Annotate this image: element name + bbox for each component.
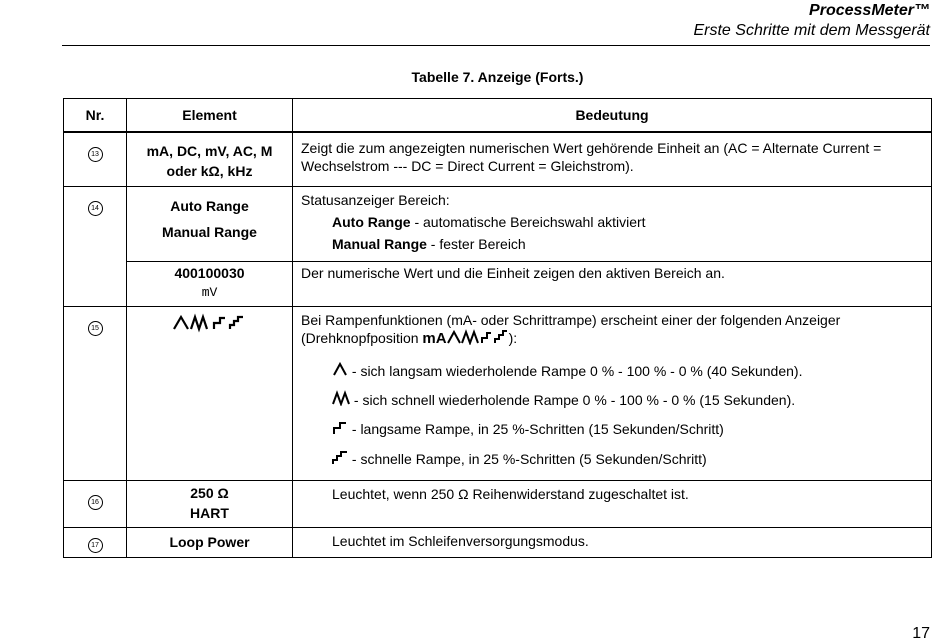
item-number: 14 [88, 201, 103, 216]
table-caption: Tabelle 7. Anzeige (Forts.) [411, 69, 584, 85]
ramp-symbols-inline-icon [447, 329, 509, 349]
table-row [64, 186, 932, 261]
element-label: Auto Range [170, 197, 249, 214]
meaning-text: Bei Rampenfunktionen (mA- oder Schrittrampe) erscheint einer der folgenden Anzeiger (Drehknopfposition mA ): [301, 311, 923, 349]
col-header-meaning: Bedeutung [293, 99, 932, 133]
page-number: 17 [912, 625, 930, 642]
fast-ramp-icon [332, 387, 350, 415]
element-label: 400100030 [174, 264, 245, 281]
meaning-text: Statusanzeiger Bereich: [301, 191, 450, 208]
col-header-nr: Nr. [64, 99, 127, 133]
table-row [64, 306, 932, 480]
element-label: HART [190, 504, 229, 521]
item-number: 13 [88, 147, 103, 162]
element-label: Manual Range [162, 223, 257, 240]
table-header-row [64, 99, 932, 133]
item-number: 15 [88, 321, 103, 336]
meaning-text: Zeigt die zum angezeigten numerischen Wert gehörende Einheit an (AC = Alternate Current = Wechselstrom --- DC = Direct Current = Gleichstrom). [293, 132, 932, 186]
ramp-symbols-icon [172, 313, 248, 338]
item-number: 16 [88, 495, 103, 510]
meaning-item: Auto Range - automatische Bereichswahl aktiviert [332, 213, 646, 230]
meaning-item: - sich langsam wiederholende Rampe 0 % - 100 % - 0 % (40 Sekunden). [301, 357, 923, 386]
table-row [64, 527, 932, 557]
meaning-item: Manual Range - fester Bereich [332, 235, 526, 252]
table-row [64, 132, 932, 186]
table-row [64, 480, 932, 527]
meaning-text: Leuchtet im Schleifenversorgungsmodus. [293, 527, 932, 557]
meaning-text: Leuchtet, wenn 250 Ω Reihenwiderstand zugeschaltet ist. [293, 480, 932, 527]
meaning-text: Der numerische Wert und die Einheit zeigen den aktiven Bereich an. [293, 261, 932, 306]
meaning-item: - langsame Rampe, in 25 %-Schritten (15 Sekunden/Schritt) [301, 415, 923, 444]
display-table [63, 98, 932, 558]
slow-step-icon [332, 417, 348, 445]
meaning-item: - schnelle Rampe, in 25 %-Schritten (5 Sekunden/Schritt) [301, 445, 923, 474]
element-label: mV [201, 284, 218, 300]
table-row [64, 261, 932, 306]
slow-ramp-icon [332, 358, 348, 386]
element-label: oder kΩ, kHz [166, 163, 253, 179]
header-rule [62, 45, 930, 46]
element-label: Loop Power [169, 533, 250, 550]
element-label: mA, DC, mV, AC, M [146, 143, 273, 159]
col-header-element: Element [127, 99, 293, 133]
fast-step-icon [332, 446, 348, 474]
element-label: 250 Ω [190, 484, 229, 501]
item-number: 17 [88, 538, 103, 553]
header-subtitle: Erste Schritte mit dem Messgerät [693, 22, 930, 39]
meaning-item: - sich schnell wiederholende Rampe 0 % - 100 % - 0 % (15 Sekunden). [301, 386, 923, 415]
header-title: ProcessMeter™ [809, 2, 930, 19]
